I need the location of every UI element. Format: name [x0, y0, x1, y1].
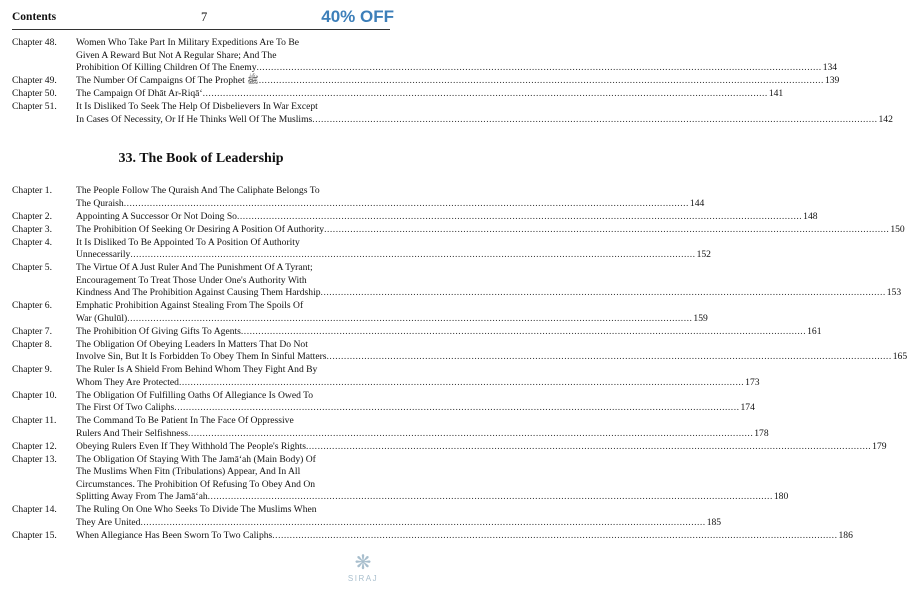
chapter-title: [76, 224, 905, 237]
discount-badge: 40% OFF: [321, 7, 394, 26]
chapter-title-line: The Obligation Of Obeying Leaders In Matters That Do Not: [76, 338, 308, 350]
leader-dots: [324, 224, 889, 237]
chapter-title-line: Appointing A Successor Or Not Doing So: [76, 210, 237, 222]
chapter-title: [76, 300, 708, 325]
chapter-title-line: Kindness And The Prohibition Against Causing Them Hardship: [76, 287, 321, 298]
header-rule: [12, 29, 390, 30]
page-ref: 141: [768, 88, 784, 99]
chapter-title: [76, 504, 721, 529]
chapter-title-line: Involve Sin, But It Is Forbidden To Obey Them In Sinful Matters: [76, 351, 327, 362]
chapter-number: Chapter 15.: [12, 529, 57, 541]
leader-dots: [327, 351, 892, 364]
chapter-number: Chapter 50.: [12, 88, 57, 99]
chapter-number: Chapter 8.: [12, 338, 52, 350]
chapter-title-line: The First Of Two Caliphs: [76, 402, 175, 413]
chapter-title-line: The People Follow The Quraish And The Caliphate Belongs To: [76, 185, 320, 196]
toc-entry[interactable]: [12, 236, 711, 262]
page-ref: 178: [754, 427, 769, 439]
chapter-number: Chapter 12.: [12, 440, 57, 452]
toc-entry[interactable]: [12, 440, 887, 454]
leader-dots: [237, 211, 802, 224]
leader-dots: [241, 326, 806, 339]
chapter-title: [76, 326, 822, 339]
chapter-title: [76, 339, 907, 364]
chapter-number: Chapter 49.: [12, 75, 57, 86]
running-head: [12, 9, 394, 29]
chapter-title-line: Encouragement To Treat Those Under One's Authority With: [76, 274, 307, 286]
toc-entry[interactable]: [12, 415, 769, 440]
page-ref: 161: [807, 325, 822, 337]
chapter-title-line: The Ruling On One Who Seeks To Divide The Muslims When: [76, 504, 317, 515]
page-ref: 153: [886, 287, 902, 298]
chapter-title-line: The Quraish: [76, 197, 124, 209]
contents-heading: Contents: [12, 11, 57, 23]
chapter-number: Chapter 4.: [12, 236, 52, 248]
toc-leadership-list: [12, 185, 907, 542]
chapter-title-line: The Muslims When Fitn (Tribulations) Appear, And In All: [76, 466, 301, 477]
page-ref: 180: [773, 491, 789, 502]
chapter-title: [76, 75, 839, 88]
toc-entry[interactable]: [12, 88, 784, 101]
chapter-title: [76, 262, 901, 300]
page-ref: 134: [822, 62, 838, 73]
page-ref: 179: [872, 440, 887, 452]
chapter-title-line: War (Ghulūl): [76, 312, 128, 324]
chapter-title: [76, 88, 783, 101]
chapter-title-line: In Cases Of Necessity, Or If He Thinks Well Of The Muslims: [76, 113, 313, 125]
chapter-title-line: The Prohibition Of Giving Gifts To Agents: [76, 325, 241, 337]
chapter-title: [76, 101, 893, 126]
chapter-title-line: Women Who Take Part In Military Expeditions Are To Be: [76, 37, 300, 48]
chapter-number: Chapter 48.: [12, 37, 57, 48]
chapter-title: [76, 37, 837, 75]
page-ref: 165: [892, 351, 907, 362]
page-ref: 186: [838, 529, 853, 541]
leader-dots: [259, 75, 824, 88]
toc-entry[interactable]: [12, 338, 907, 364]
chapter-title-line: Circumstances. The Prohibition Of Refusing To Obey And On: [76, 478, 316, 490]
leader-dots: [312, 114, 877, 127]
chapter-number: Chapter 5.: [12, 262, 52, 273]
chapter-number: Chapter 14.: [12, 504, 57, 515]
chapter-number: Chapter 7.: [12, 325, 52, 337]
toc-entry[interactable]: [12, 210, 818, 224]
chapter-title-line: Rulers And Their Selfishness: [76, 427, 189, 439]
chapter-title-line: Unnecessarily: [76, 249, 131, 260]
watermark-text: SIRAJ: [347, 574, 379, 583]
page-number: 7: [201, 10, 208, 24]
leader-dots: [179, 377, 744, 390]
chapter-title-line: Obeying Rulers Even If They Withhold The People's Rights: [76, 440, 306, 452]
page-ref: 148: [803, 210, 818, 222]
chapter-title-line: Splitting Away From The Jamā‘ah: [76, 491, 208, 502]
leader-dots: [124, 198, 689, 211]
toc-entry[interactable]: [12, 325, 822, 339]
page-ref: 150: [890, 223, 905, 235]
toc-entry[interactable]: [12, 453, 789, 504]
chapter-title-line: The Prohibition Of Seeking Or Desiring A Position Of Authority: [76, 223, 325, 235]
chapter-number: Chapter 11.: [12, 415, 57, 426]
toc-entry[interactable]: [12, 262, 902, 300]
toc-entry[interactable]: [12, 364, 760, 389]
leader-dots: [174, 402, 739, 415]
chapter-title-line: The Ruler Is A Shield From Behind Whom They Fight And By: [76, 364, 318, 375]
chapter-number: Chapter 6.: [12, 300, 52, 311]
chapter-title: [76, 530, 853, 543]
chapter-title-line: It Is Disliked To Be Appointed To A Position Of Authority: [76, 236, 300, 248]
chapter-title-line: Prohibition Of Killing Children Of The Enemy: [76, 62, 257, 73]
chapter-title-line: The Campaign Of Dhāt Ar-Riqā‘: [76, 88, 203, 99]
leader-dots: [140, 517, 705, 530]
page-ref: 159: [693, 312, 708, 324]
leader-dots: [127, 313, 692, 326]
toc-entry[interactable]: [12, 101, 893, 126]
chapter-title: [76, 211, 818, 224]
chapter-number: Chapter 1.: [12, 185, 52, 196]
watermark-logo-icon: ❋: [354, 552, 372, 574]
toc-entry[interactable]: [12, 37, 838, 75]
chapter-title-line: Given A Reward But Not A Regular Share; And The: [76, 49, 277, 61]
page-ref: 173: [745, 376, 760, 388]
leader-dots: [208, 491, 773, 504]
chapter-number: Chapter 51.: [12, 101, 57, 112]
siraj-watermark: [342, 552, 384, 592]
chapter-title-line: The Obligation Of Fulfilling Oaths Of Allegiance Is Owed To: [76, 389, 314, 401]
chapter-title-line: Whom They Are Protected: [76, 376, 179, 388]
chapter-title: [76, 454, 788, 504]
chapter-title-line: They Are United: [76, 516, 141, 528]
chapter-number: Chapter 2.: [12, 210, 52, 222]
page-ref: 142: [878, 113, 893, 125]
chapter-title: [76, 441, 887, 454]
chapter-number: Chapter 3.: [12, 223, 52, 235]
page-ref: 185: [706, 516, 722, 528]
section-title: 33. The Book of Leadership: [118, 151, 284, 166]
toc-entry[interactable]: [12, 300, 708, 325]
chapter-title: [76, 390, 755, 415]
page-ref: 144: [689, 197, 705, 209]
leader-dots: [130, 249, 695, 262]
leader-dots: [321, 287, 886, 300]
chapter-title: [76, 185, 704, 210]
leader-dots: [188, 428, 753, 441]
toc-entry[interactable]: [12, 389, 755, 415]
leader-dots: [306, 441, 871, 454]
leader-dots: [272, 530, 837, 543]
chapter-title-line: When Allegiance Has Been Sworn To Two Caliphs: [76, 529, 273, 541]
toc-entry[interactable]: [12, 185, 705, 210]
page-ref: 174: [740, 402, 755, 413]
leader-dots: [257, 62, 822, 75]
toc-entry[interactable]: [12, 529, 853, 543]
chapter-title-line: The Obligation Of Staying With The Jamā‘ah (Main Body) Of: [76, 453, 316, 465]
chapter-number: Chapter 10.: [12, 389, 57, 401]
chapter-title-line: The Virtue Of A Just Ruler And The Punishment Of A Tyrant;: [76, 262, 313, 273]
chapter-title-line: Emphatic Prohibition Against Stealing From The Spoils Of: [76, 300, 304, 311]
toc-top-list: [12, 37, 893, 126]
toc-entry[interactable]: [12, 504, 722, 529]
chapter-title: [76, 364, 760, 389]
chapter-title-line: It Is Disliked To Seek The Help Of Disbelievers In War Except: [76, 101, 318, 112]
leader-dots: [203, 88, 768, 101]
chapter-title: [76, 237, 711, 262]
chapter-title-line: The Command To Be Patient In The Face Of Oppressive: [76, 415, 294, 426]
toc-entry[interactable]: [12, 223, 905, 237]
page-ref: 152: [696, 249, 711, 260]
toc-entry[interactable]: [12, 75, 840, 88]
chapter-title: [76, 415, 769, 440]
page-ref: 139: [824, 75, 840, 86]
chapter-number: Chapter 13.: [12, 453, 57, 465]
chapter-number: Chapter 9.: [12, 364, 52, 375]
chapter-title-line: The Number Of Campaigns Of The Prophet ﷺ: [76, 75, 259, 86]
